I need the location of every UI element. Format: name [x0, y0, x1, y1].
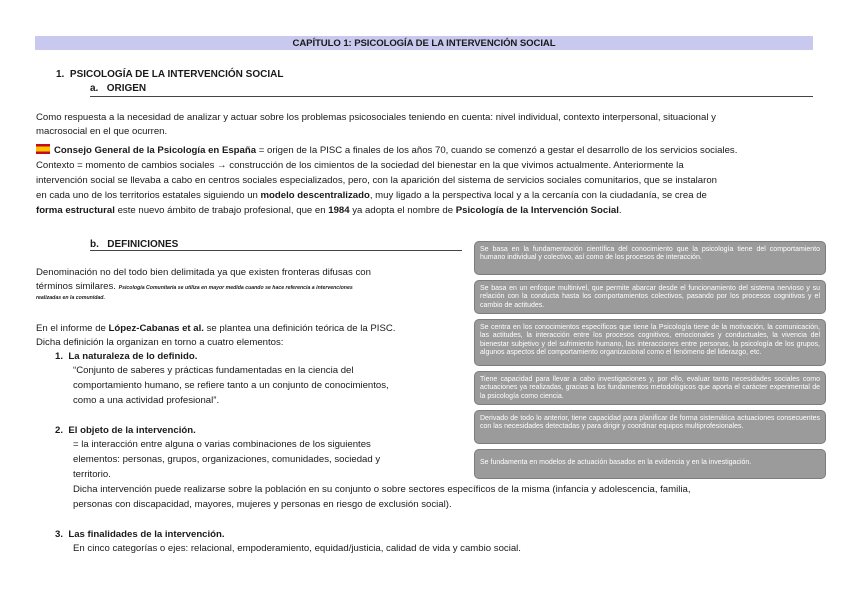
subsection-title: DEFINICIONES — [107, 239, 179, 250]
characteristic-box: Derivado de todo lo anterior, tiene capacidad para planificar de forma sistemática actuaciones consecuentes con las necesidades detectadas y para dirigir y coordinar equipos multiprofesionales. — [474, 410, 826, 444]
origen-text: = origen de la PISC a finales de los años 70, cuando se comenzó a gestar el desarrollo de los servicios sociales. — [256, 145, 738, 156]
definiciones-paragraph-line — [36, 322, 395, 336]
chapter-title: CAPÍTULO 1: PSICOLOGÍA DE LA INTERVENCIÓN SOCIAL — [292, 38, 556, 49]
origen-bold-term: Psicología de la Intervención Social — [455, 205, 619, 216]
author-reference: López-Cabanas et al. — [108, 323, 204, 334]
list-item-line: “Conjunto de saberes y prácticas fundamentadas en la ciencia del — [73, 365, 354, 376]
definiciones-text: términos similares. — [36, 281, 116, 292]
list-item-line: En cinco categorías o ejes: relacional, empoderamiento, equidad/justicia, calidad de vida y cambio social. — [73, 543, 521, 554]
origen-text: . — [618, 205, 622, 216]
definiciones-text: En el informe de — [36, 323, 109, 334]
origen-paragraph-line: Como respuesta a la necesidad de analizar y actuar sobre los problemas psicosociales teniendo en cuenta: nivel individual, contexto interpersonal, situacional y — [36, 112, 716, 123]
origen-bold-term: modelo descentralizado — [260, 190, 370, 201]
origen-text: ya adopta el nombre de — [349, 205, 456, 216]
origen-bold-year: 1984 — [328, 205, 350, 216]
list-item-number: 2. — [55, 425, 64, 436]
heading-underline — [90, 96, 813, 97]
list-item-line: = la interacción entre alguna o varias combinaciones de los siguientes — [73, 439, 371, 450]
footnote-text: Psicología Comunitaria se utiliza en mayor medida cuando se hace referencia a intervenciones — [118, 285, 353, 291]
definiciones-paragraph-line — [36, 280, 353, 294]
origen-bold-term: forma estructural — [36, 205, 115, 216]
list-item-line: territorio. — [73, 469, 111, 480]
list-item-number: 1. — [55, 351, 64, 362]
origen-text: este nuevo ámbito de trabajo profesional, que en — [114, 205, 329, 216]
subsection-number: b. — [90, 239, 99, 250]
heading-underline — [90, 250, 462, 251]
list-item-line: como a una actividad profesional”. — [73, 395, 220, 406]
origen-paragraph-line — [36, 144, 737, 158]
list-item — [55, 350, 197, 364]
origen-paragraph-line: macrosocial en el que ocurren. — [36, 126, 168, 137]
characteristic-box: Se basa en la fundamentación científica del conocimiento que la psicología tiene del comportamiento humano individual y colectivo, así como de los procesos de interacción. — [474, 241, 826, 275]
definiciones-paragraph-line: Dicha definición la organizan en torno a cuatro elementos: — [36, 337, 284, 348]
origen-paragraph-line: intervención social se llevaba a cabo en centros sociales especializados, pero, con la aparición del sistema de servicios sociales comunitarios, que se instalaron — [36, 175, 717, 186]
list-item-title: La naturaleza de lo definido. — [68, 351, 198, 362]
definiciones-paragraph-line: Denominación no del todo bien delimitada ya que existen fronteras difusas con — [36, 267, 371, 278]
section-heading — [56, 68, 283, 83]
list-item-line: comportamiento humano, se refiere tanto a un conjunto de conocimientos, — [73, 380, 389, 391]
list-item-line: Dicha intervención puede realizarse sobre la población en su conjunto o sobre sectores específicos de la misma (infancia y adolescencia, familia, — [73, 484, 691, 495]
characteristic-box: Tiene capacidad para llevar a cabo investigaciones y, por ello, evaluar tanto necesidades sociales como actuaciones ya realizadas, gracias a los fundamentos metodológicos que aporta el carácter experimental de la psicología como ciencia. — [474, 371, 826, 405]
organization-name: Consejo General de la Psicología en España — [54, 145, 257, 156]
origen-paragraph-line — [36, 204, 622, 218]
origen-text: en cada uno de los territorios estatales siguiendo un — [36, 190, 261, 201]
subsection-origen-heading — [90, 82, 146, 97]
origen-text: , muy ligado a la perspectiva local y a la cercanía con la ciudadanía, se crea de — [369, 190, 707, 201]
characteristic-box: Se basa en un enfoque multinivel, que permite abarcar desde el funcionamiento del sistema nervioso y su relación con la conducta hasta los comportamientos colectivos, pasando por los procesos cognitivos y el cambio de actitudes. — [474, 280, 826, 314]
characteristics-diagram — [474, 241, 826, 479]
list-item-number: 3. — [55, 529, 64, 540]
list-item-title: El objeto de la intervención. — [68, 425, 196, 436]
spain-flag-icon — [36, 144, 50, 154]
list-item-line: elementos: personas, grupos, organizaciones, comunidades, sociedad y — [73, 454, 381, 465]
section-number: 1. — [56, 69, 65, 80]
list-item-line: personas con discapacidad, mayores, mujeres y personas en riesgo de exclusión social). — [73, 499, 452, 510]
list-item-title: Las finalidades de la intervención. — [68, 529, 225, 540]
footnote-text: realizadas en la comunidad. — [36, 295, 105, 301]
subsection-number: a. — [90, 83, 99, 94]
section-title: PSICOLOGÍA DE LA INTERVENCIÓN SOCIAL — [69, 69, 284, 80]
characteristic-box: Se fundamenta en modelos de actuación basados en la evidencia y en la investigación. — [474, 449, 826, 479]
definiciones-text: se plantea una definición teórica de la PISC. — [203, 323, 396, 334]
origen-paragraph-line: Contexto = momento de cambios sociales → construcción de los cimientos de la sociedad del bienestar en la que vivimos actualmente. Anteriormente la — [36, 160, 684, 171]
characteristic-box: Se centra en los conocimientos específicos que tiene la Psicología tiene de la motivación, la comunicación, las actitudes, la interacción entre los procesos cognitivos, emocionales y conductuales, la vivencia del bienestar subjetivo y del sufrimiento humano, las interacciones entre personas, la psicología de los grupos, algunos aspectos del comportamiento organizacional como el fenómeno del liderazgo, etc. — [474, 319, 826, 366]
origen-paragraph-line — [36, 189, 707, 203]
list-item — [55, 528, 225, 542]
subsection-title: ORIGEN — [106, 83, 147, 94]
list-item — [55, 424, 196, 438]
